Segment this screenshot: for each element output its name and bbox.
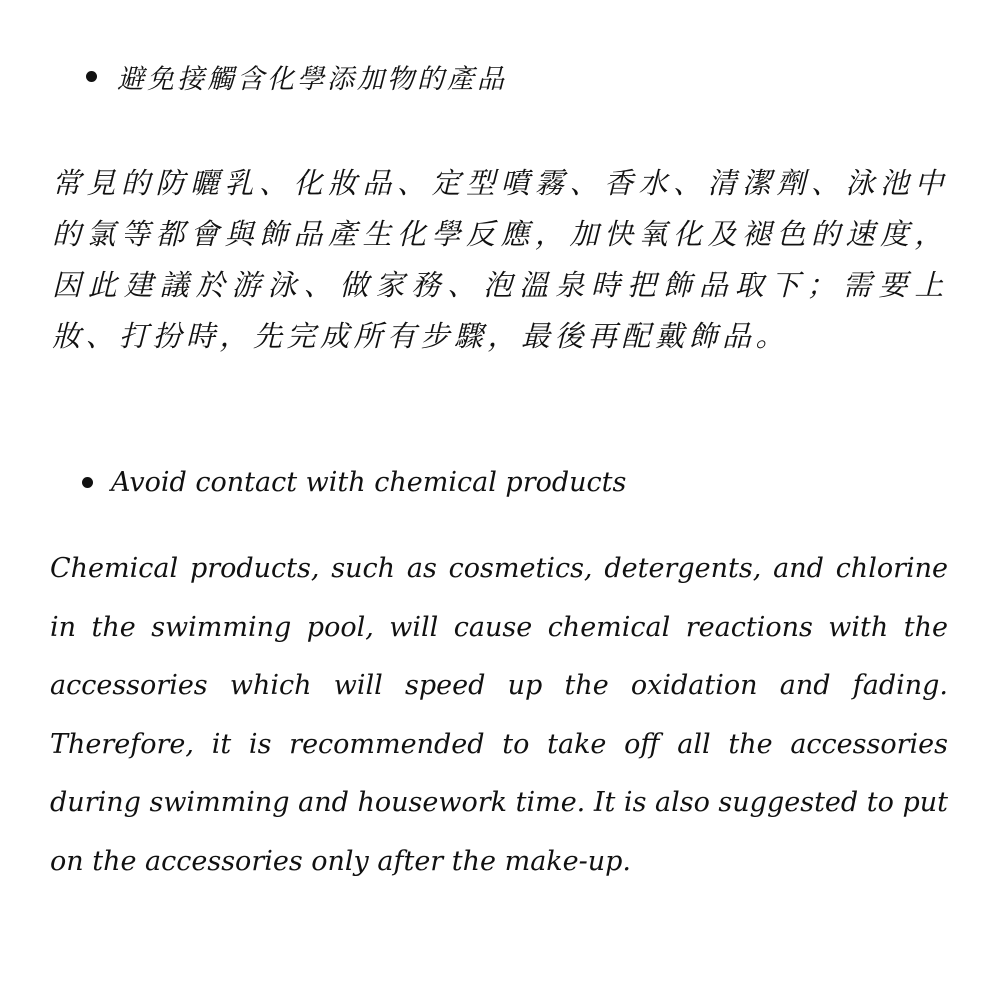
zh-heading-row — [86, 54, 507, 98]
en-paragraph: Chemical products, such as cosmetics, detergents, and chlorine in the swimming pool, will cause chemical reactions with the accessories which will speed up the oxidation and fading. Therefore, it is recommended to take off all the accessories during swimming and housework time. It is also suggested to put on the accessories only after the make-up. — [50, 553, 948, 877]
bullet-icon — [82, 477, 93, 488]
zh-paragraph: 常見的防曬乳、化妝品、定型噴霧、香水、清潔劑、泳池中的氯等都會與飾品產生化學反應，加快氧化及褪色的速度，因此建議於游泳、做家務、泡溫泉時把飾品取下；需要上妝、打扮時，先完成所有步驟，最後再配戴飾品。 — [52, 166, 948, 353]
bullet-icon — [86, 71, 97, 82]
zh-heading: 避免接觸含化學添加物的產品 — [117, 63, 507, 95]
en-heading: Avoid contact with chemical products — [111, 466, 627, 498]
en-heading-row — [82, 462, 626, 502]
